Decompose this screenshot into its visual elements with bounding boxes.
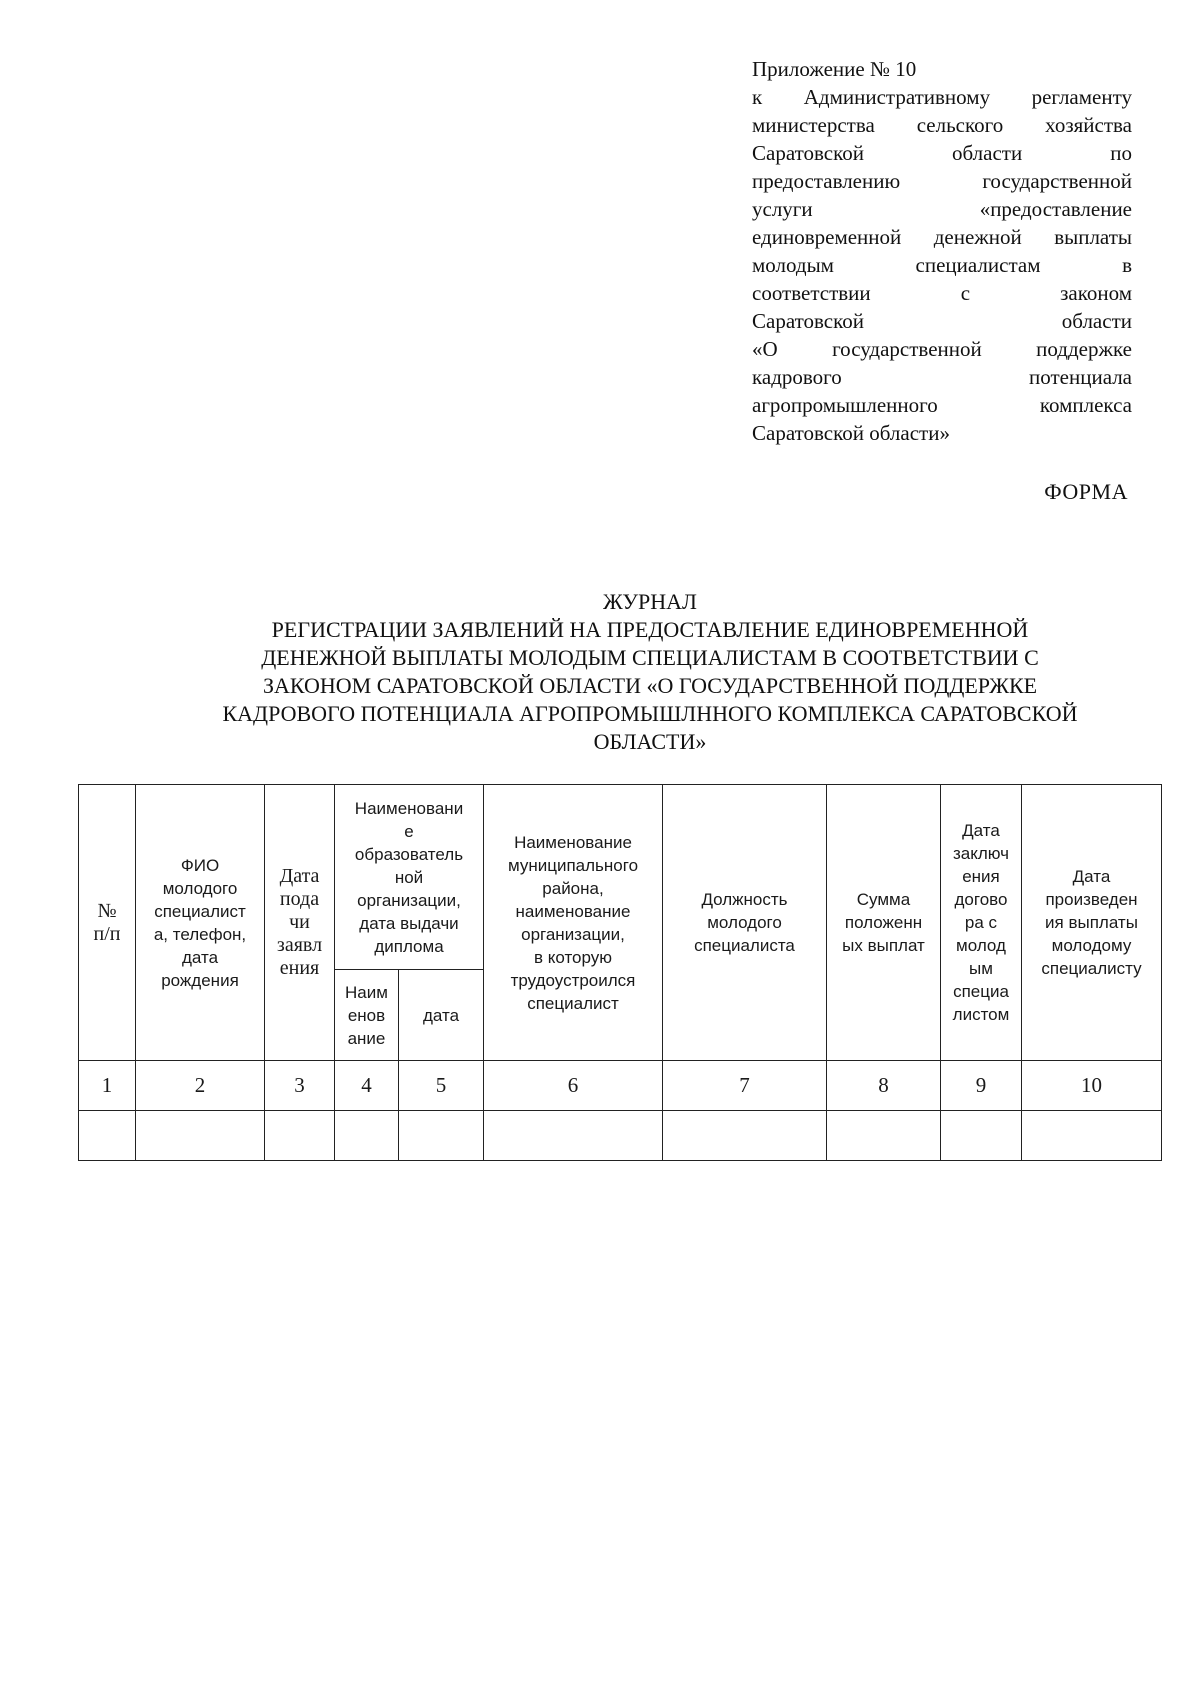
table-cell[interactable] <box>1022 1111 1162 1161</box>
header-diploma-date: дата <box>399 970 484 1061</box>
column-number-cell: 9 <box>941 1061 1022 1111</box>
appendix-line: министерства сельского хозяйства <box>752 113 1132 137</box>
table-cell[interactable] <box>79 1111 136 1161</box>
form-label: ФОРМА <box>1044 479 1128 504</box>
appendix-line: предоставлению государственной <box>752 169 1132 193</box>
appendix-line: агропромышленного комплекса <box>752 393 1132 417</box>
column-number-cell: 7 <box>663 1061 827 1111</box>
column-number-cell: 5 <box>399 1061 484 1111</box>
appendix-block <box>752 55 1132 447</box>
journal-subtitle-line: ЗАКОНОМ САРАТОВСКОЙ ОБЛАСТИ «О ГОСУДАРСТВЕННОЙ ПОДДЕРЖКЕ <box>262 673 1038 698</box>
journal-subtitle-line: ДЕНЕЖНОЙ ВЫПЛАТЫ МОЛОДЫМ СПЕЦИАЛИСТАМ В СООТВЕТСТВИИ С <box>261 645 1039 670</box>
table-cell[interactable] <box>136 1111 265 1161</box>
column-number-cell: 1 <box>79 1061 136 1111</box>
appendix-line: услуги «предоставление <box>752 197 1132 221</box>
appendix-line: Саратовской области <box>752 309 1132 333</box>
column-number-cell: 6 <box>484 1061 663 1111</box>
journal-title <box>160 588 1140 756</box>
table-cell[interactable] <box>399 1111 484 1161</box>
table-cell[interactable] <box>663 1111 827 1161</box>
appendix-line: к Административному регламенту <box>752 85 1132 109</box>
header-position: Должность молодого специалиста <box>663 785 827 1061</box>
appendix-line: молодым специалистам в <box>752 253 1132 277</box>
table-row <box>79 1111 1162 1161</box>
appendix-line: кадрового потенциала <box>752 365 1132 389</box>
column-number-cell: 10 <box>1022 1061 1162 1111</box>
column-number-cell: 3 <box>265 1061 335 1111</box>
table-cell[interactable] <box>265 1111 335 1161</box>
appendix-line: Приложение № 10 <box>752 57 917 81</box>
appendix-line: Саратовской области по <box>752 141 1132 165</box>
header-full-name: ФИО молодого специалист а, телефон, дата рождения <box>136 785 265 1061</box>
journal-subtitle-line: КАДРОВОГО ПОТЕНЦИАЛА АГРОПРОМЫШЛННОГО КОМПЛЕКСА САРАТОВСКОЙ <box>222 701 1078 726</box>
header-education-organization: Наименовани е образователь ной организации, дата выдачи диплома <box>335 785 484 970</box>
column-number-cell: 2 <box>136 1061 265 1111</box>
table-cell[interactable] <box>335 1111 399 1161</box>
appendix-line: соответствии с законом <box>752 281 1132 305</box>
table-cell[interactable] <box>827 1111 941 1161</box>
table-cell[interactable] <box>941 1111 1022 1161</box>
appendix-line: «О государственной поддержке <box>752 337 1132 361</box>
header-payment-sum: Сумма положенн ых выплат <box>827 785 941 1061</box>
column-number-cell: 8 <box>827 1061 941 1111</box>
table-cell[interactable] <box>484 1111 663 1161</box>
registration-journal-table <box>78 784 1162 1161</box>
header-number: № п/п <box>79 785 136 1061</box>
table-header-row <box>79 785 1162 970</box>
column-number-cell: 4 <box>335 1061 399 1111</box>
journal-subtitle-line: РЕГИСТРАЦИИ ЗАЯВЛЕНИЙ НА ПРЕДОСТАВЛЕНИЕ ЕДИНОВРЕМЕННОЙ <box>271 617 1029 642</box>
header-contract-date: Дата заключ ения догово ра с молод ым специа листом <box>941 785 1022 1061</box>
header-municipal-district: Наименование муниципального района, наименование организации, в которую трудоустроился специалист <box>484 785 663 1061</box>
header-payment-date: Дата произведен ия выплаты молодому специалисту <box>1022 785 1162 1061</box>
appendix-line: единовременной денежной выплаты <box>752 225 1132 249</box>
journal-heading: ЖУРНАЛ <box>603 589 697 614</box>
column-number-row <box>79 1061 1162 1111</box>
appendix-line: Саратовской области» <box>752 421 950 445</box>
header-education-name: Наим енов ание <box>335 970 399 1061</box>
journal-subtitle-line: ОБЛАСТИ» <box>593 729 707 754</box>
header-application-date: Дата пода чи заявл ения <box>265 785 335 1061</box>
